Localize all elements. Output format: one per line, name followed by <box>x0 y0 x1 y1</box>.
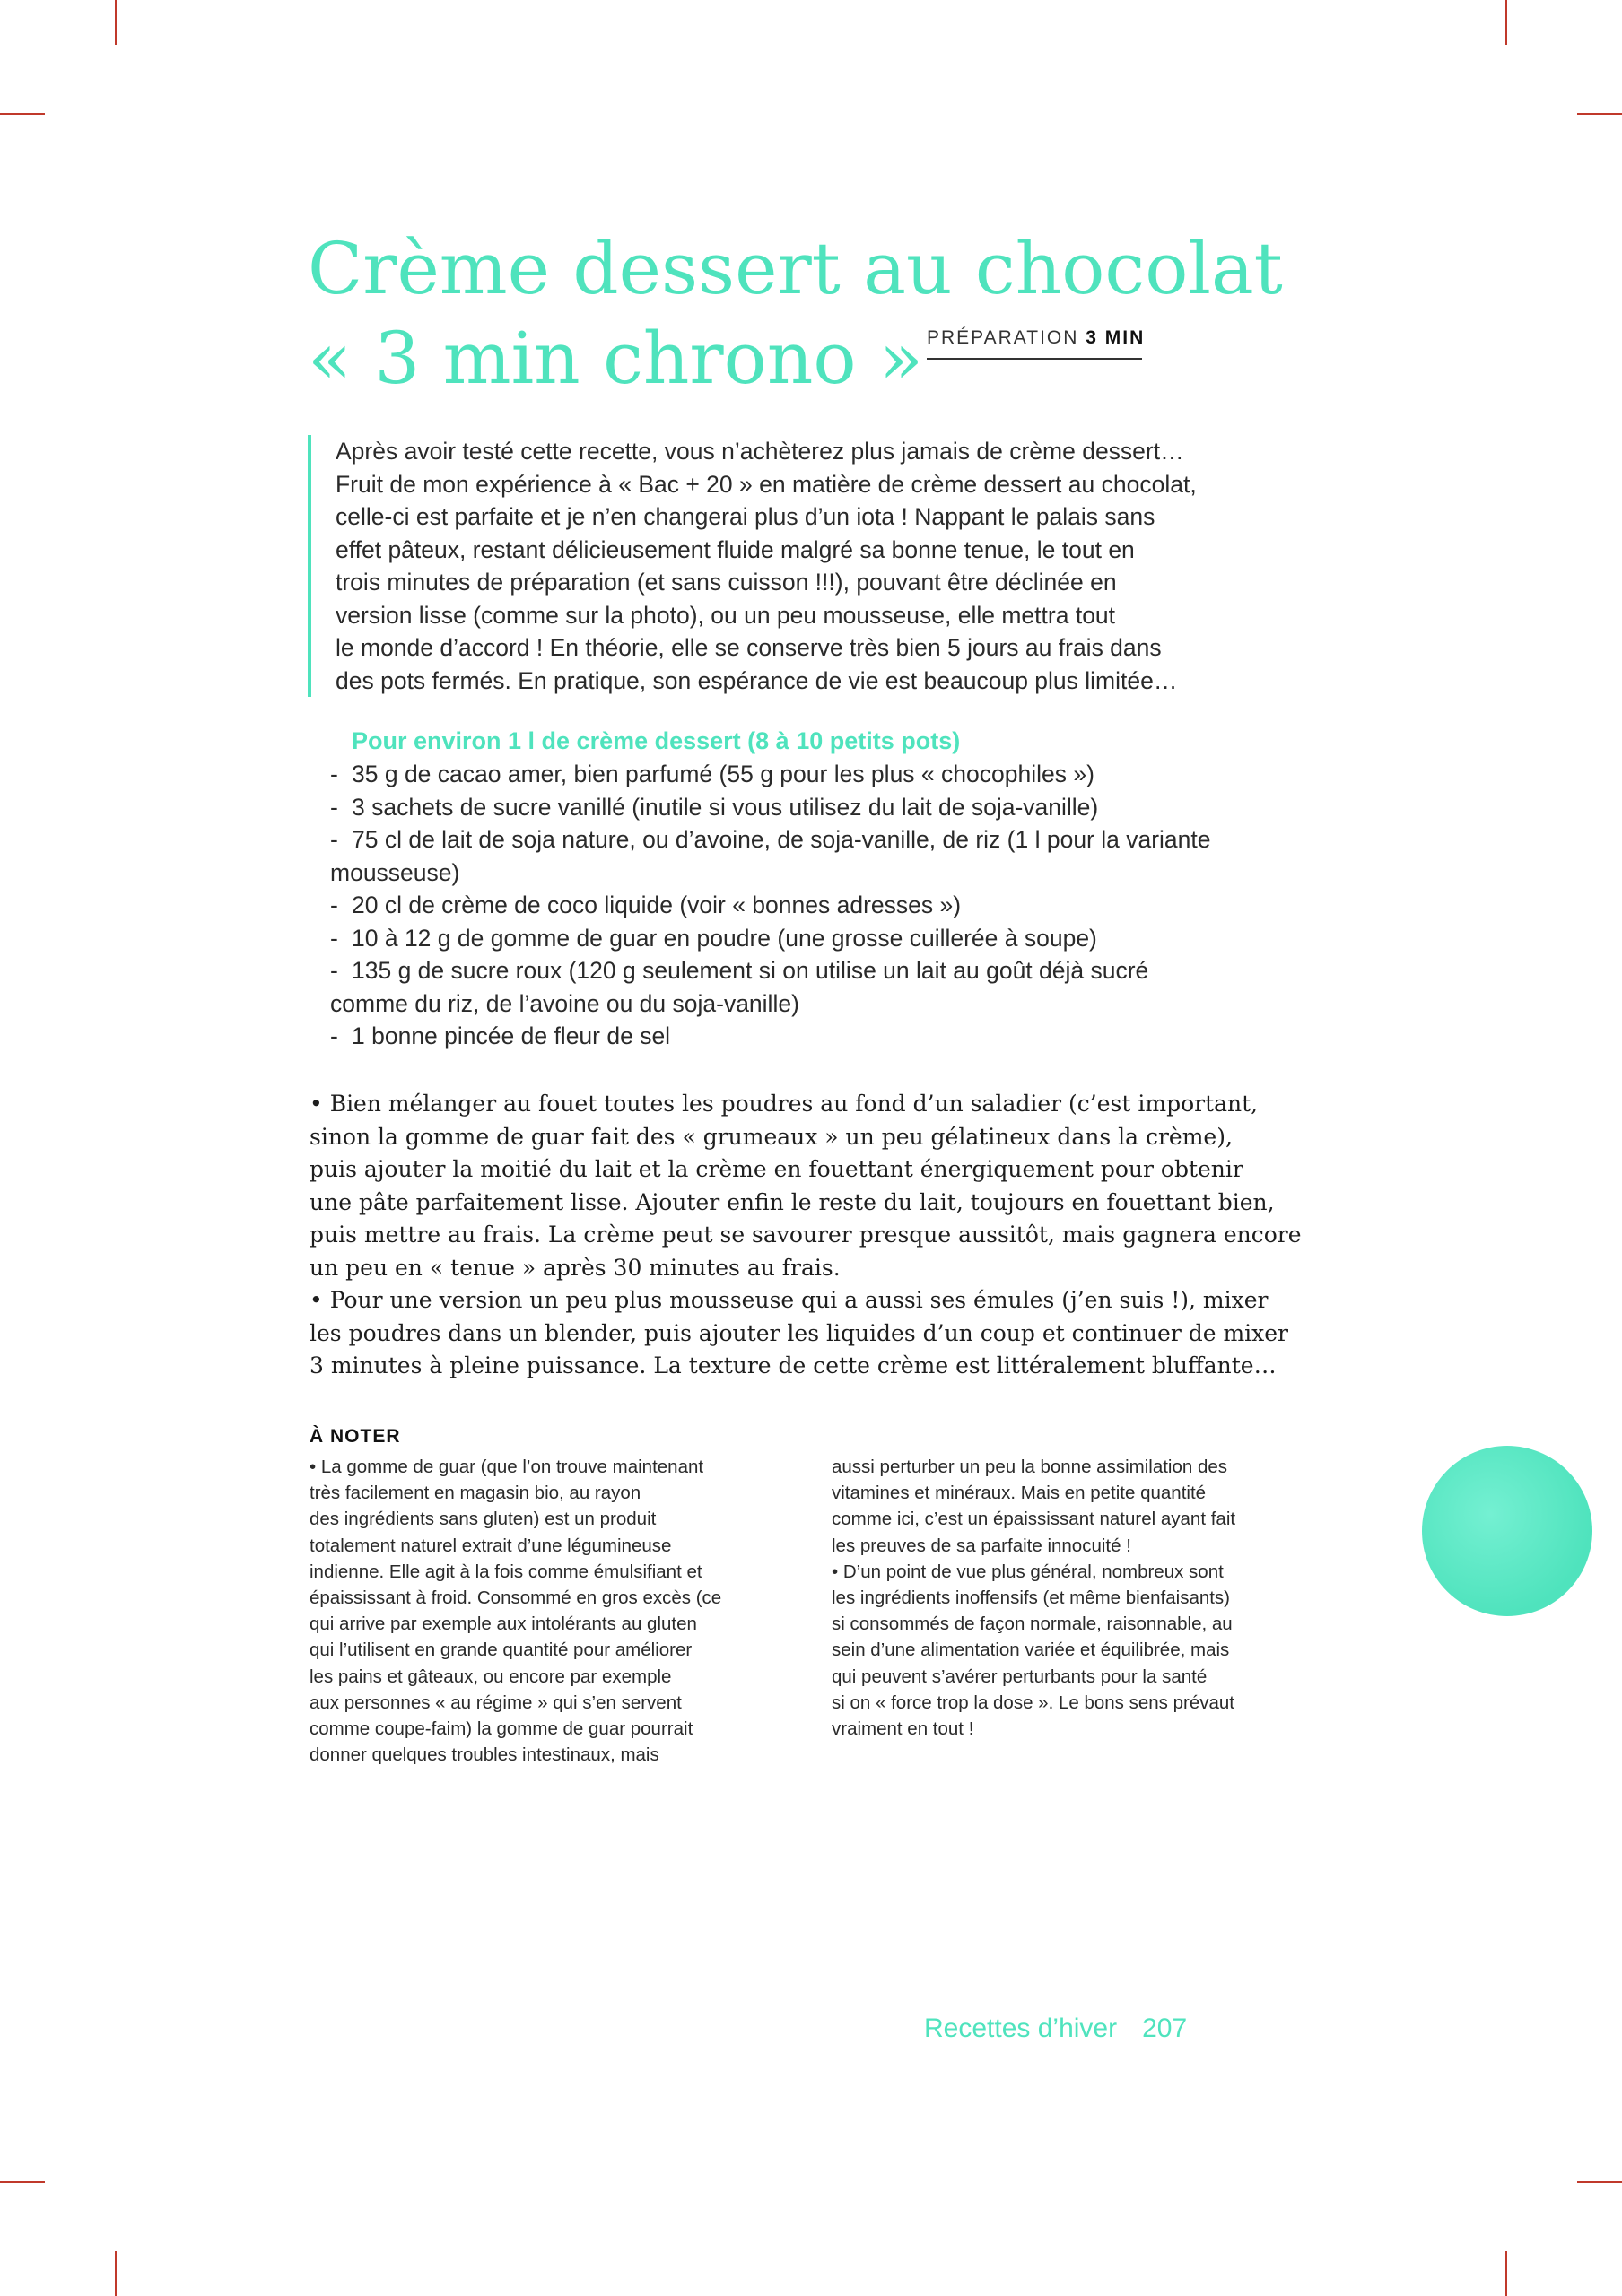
note-line: épaississant à froid. Consommé en gros excès (ce <box>310 1587 722 1609</box>
note-line: • La gomme de guar (que l’on trouve maintenant <box>310 1457 704 1477</box>
prep-label: PRÉPARATION <box>927 327 1079 348</box>
title-line-2: « 3 min chrono » <box>308 317 923 400</box>
ingredient-item <box>330 857 1335 890</box>
ingredient-item: - 135 g de sucre roux (120 g seulement si on utilise un lait au goût déjà sucré <box>330 957 1149 984</box>
step-line: • Pour une version un peu plus mousseuse qui a aussi ses émules (j’en suis !), mixer <box>310 1287 1269 1313</box>
note-line: sein d’une alimentation variée et équilibrée, mais <box>832 1639 1230 1661</box>
note-line: vitamines et minéraux. Mais en petite quantité <box>832 1483 1207 1504</box>
ingredient-item: - 3 sachets de sucre vanillé (inutile si vous utilisez du lait de soja-vanille) <box>330 793 1099 821</box>
note-line: si consommés de façon normale, raisonnable, au <box>832 1613 1233 1635</box>
note-line: si on « force trop la dose ». Le bons sens prévaut <box>832 1692 1234 1713</box>
ingredient-text: comme du riz, de l’avoine ou du soja-vanille) <box>330 989 799 1017</box>
note-line: comme coupe-faim) la gomme de guar pourrait <box>310 1718 693 1740</box>
intro-line: effet pâteux, restant délicieusement fluide malgré sa bonne tenue, le tout en <box>336 535 1135 563</box>
note-line: qui arrive par exemple aux intolérants au gluten <box>310 1613 697 1635</box>
note-line: indienne. Elle agit à la fois comme émulsifiant et <box>310 1561 702 1582</box>
note-line: qui peuvent s’avérer perturbants pour la santé <box>832 1665 1208 1687</box>
note-line: totalement naturel extrait d’une légumineuse <box>310 1535 672 1556</box>
title-line-1: Crème dessert au chocolat <box>308 227 1283 310</box>
note-line: les ingrédients inoffensifs (et même bienfaisants) <box>832 1587 1231 1609</box>
intro-line: Fruit de mon expérience à « Bac + 20 » en matière de crème dessert au chocolat, <box>336 470 1197 498</box>
note-column-1 <box>310 1454 812 1768</box>
footer-section: Recettes d’hiver <box>924 2013 1118 2043</box>
ingredient-text: 75 cl de lait de soja nature, ou d’avoine, de soja-vanille, de riz (1 l pour la variante <box>352 826 1211 853</box>
intro-paragraph <box>308 435 1336 697</box>
step-line: • Bien mélanger au fouet toutes les poudres au fond d’un saladier (c’est important, <box>310 1091 1259 1117</box>
note-line: qui l’utilisent en grande quantité pour améliorer <box>310 1639 693 1661</box>
note-column-2 <box>832 1454 1334 1742</box>
ingredients-section <box>330 725 1335 1053</box>
decorative-circle <box>1422 1446 1592 1616</box>
ingredient-text: 20 cl de crème de coco liquide (voir « bonnes adresses ») <box>352 891 962 918</box>
recipe-title <box>308 224 1295 404</box>
steps-section <box>310 1088 1323 1383</box>
ingredient-text: 35 g de cacao amer, bien parfumé (55 g pour les plus « chocophiles ») <box>352 761 1094 787</box>
note-line: aussi perturber un peu la bonne assimilation des <box>832 1457 1228 1477</box>
crop-mark <box>0 2181 45 2183</box>
ingredient-text: mousseuse) <box>330 858 460 886</box>
note-line: vraiment en tout ! <box>832 1718 974 1740</box>
step-line: les poudres dans un blender, puis ajouter les liquides d’un coup et continuer de mixer <box>310 1319 1289 1346</box>
note-line: très facilement en magasin bio, au rayon <box>310 1483 641 1504</box>
ingredient-item <box>330 987 1335 1021</box>
ingredient-item: - 10 à 12 g de gomme de guar en poudre (une grosse cuillerée à soupe) <box>330 924 1097 952</box>
crop-mark <box>1577 113 1622 115</box>
prep-value: 3 MIN <box>1086 327 1146 348</box>
note-heading: À NOTER <box>310 1426 401 1447</box>
prep-time <box>927 327 1146 360</box>
page-footer <box>924 2013 1187 2044</box>
intro-line: version lisse (comme sur la photo), ou un peu mousseuse, elle mettra tout <box>336 601 1116 629</box>
crop-mark <box>1505 2251 1507 2296</box>
ingredient-item: - 1 bonne pincée de fleur de sel <box>330 1022 671 1049</box>
step-line: un peu en « tenue » après 30 minutes au frais. <box>310 1254 841 1281</box>
note-line: donner quelques troubles intestinaux, mais <box>310 1744 659 1766</box>
ingredient-item: - 35 g de cacao amer, bien parfumé (55 g pour les plus « chocophiles ») <box>330 761 1094 787</box>
ingredient-text: 135 g de sucre roux (120 g seulement si on utilise un lait au goût déjà sucré <box>352 957 1149 984</box>
intro-line: trois minutes de préparation (et sans cuisson !!!), pouvant être déclinée en <box>336 569 1117 596</box>
step-line: une pâte parfaitement lisse. Ajouter enfin le reste du lait, toujours en fouettant bien, <box>310 1188 1275 1215</box>
page-number: 207 <box>1142 2013 1188 2043</box>
crop-mark <box>0 113 45 115</box>
ingredients-list <box>330 758 1335 1053</box>
note-line: les pains et gâteaux, ou encore par exemple <box>310 1665 672 1687</box>
step-line: sinon la gomme de guar fait des « grumeaux » un peu gélatineux dans la crème), <box>310 1123 1233 1150</box>
note-line: • D’un point de vue plus général, nombreux sont <box>832 1561 1224 1582</box>
ingredient-item: - 20 cl de crème de coco liquide (voir « bonnes adresses ») <box>330 891 962 918</box>
intro-line: celle-ci est parfaite et je n’en changerai plus d’un iota ! Nappant le palais sans <box>336 503 1155 530</box>
ingredients-title: Pour environ 1 l de crème dessert (8 à 10 petits pots) <box>352 727 961 754</box>
note-line: comme ici, c’est un épaississant naturel ayant fait <box>832 1509 1236 1530</box>
ingredient-text: 10 à 12 g de gomme de guar en poudre (une grosse cuillerée à soupe) <box>352 924 1097 952</box>
note-line: des ingrédients sans gluten) est un produit <box>310 1509 657 1530</box>
step-line: puis ajouter la moitié du lait et la crème en fouettant énergiquement pour obtenir <box>310 1156 1243 1182</box>
ingredient-text: 1 bonne pincée de fleur de sel <box>352 1022 671 1049</box>
crop-mark <box>115 0 117 45</box>
ingredient-text: 3 sachets de sucre vanillé (inutile si vous utilisez du lait de soja-vanille) <box>352 793 1099 821</box>
crop-mark <box>115 2251 117 2296</box>
intro-line: le monde d’accord ! En théorie, elle se conserve très bien 5 jours au frais dans <box>336 634 1162 661</box>
step-line: 3 minutes à pleine puissance. La texture de cette crème est littéralement bluffante… <box>310 1352 1277 1378</box>
crop-mark <box>1505 0 1507 45</box>
intro-line: Après avoir testé cette recette, vous n’achèterez plus jamais de crème dessert… <box>336 438 1184 465</box>
step-line: puis mettre au frais. La crème peut se savourer presque aussitôt, mais gagnera encore <box>310 1222 1302 1248</box>
crop-mark <box>1577 2181 1622 2183</box>
note-line: aux personnes « au régime » qui s’en servent <box>310 1692 682 1713</box>
ingredient-item: - 75 cl de lait de soja nature, ou d’avoine, de soja-vanille, de riz (1 l pour la variante <box>330 826 1211 853</box>
intro-line: des pots fermés. En pratique, son espérance de vie est beaucoup plus limitée… <box>336 666 1178 694</box>
note-line: les preuves de sa parfaite innocuité ! <box>832 1535 1131 1556</box>
